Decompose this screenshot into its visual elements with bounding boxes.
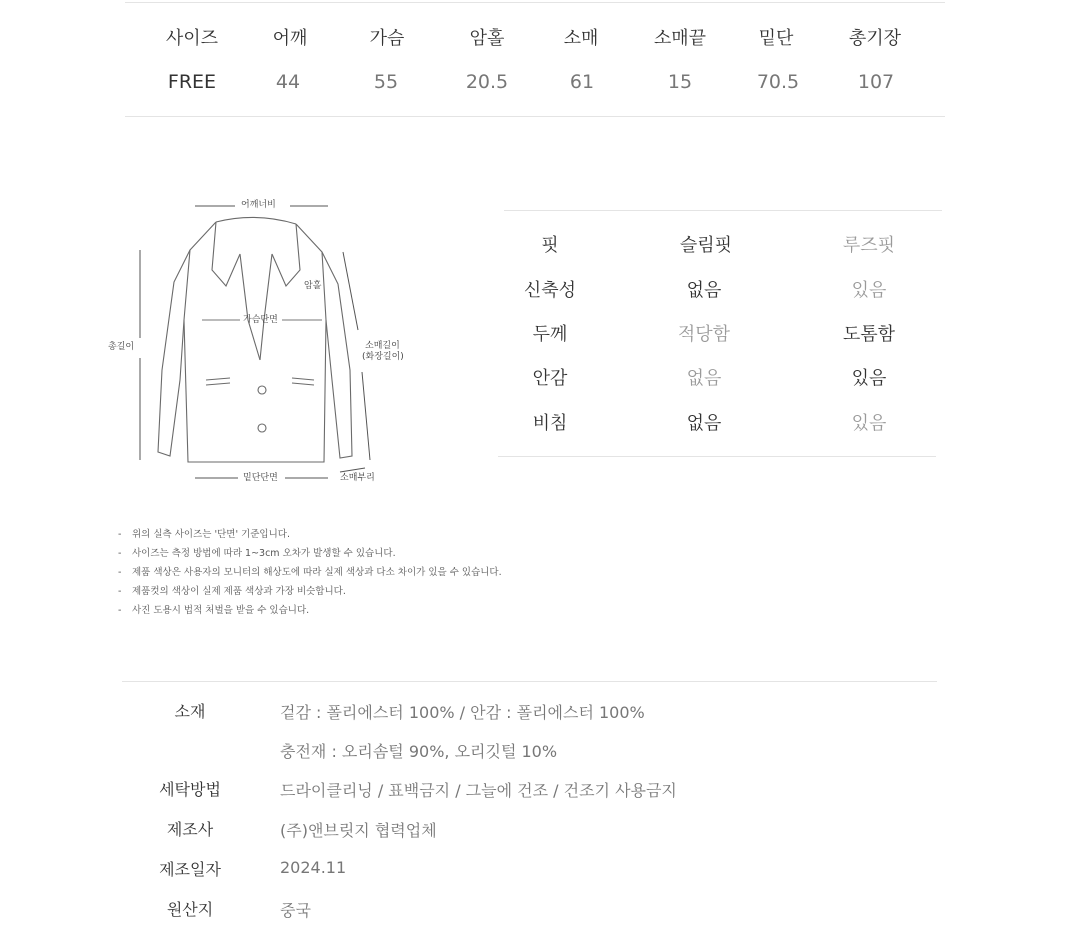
lining-option-none: 없음 bbox=[686, 368, 722, 389]
diagram-label-hem: 밑단단면 bbox=[243, 473, 278, 483]
info-label-manufacture-date: 제조일자 bbox=[159, 860, 221, 879]
fit-option-loose: 루즈핏 bbox=[842, 235, 896, 256]
size-value-sleeve: 61 bbox=[569, 71, 595, 93]
fit-table-bottom-divider bbox=[498, 456, 936, 457]
diagram-label-total-length: 총길이 bbox=[108, 342, 135, 352]
size-table-bottom-divider bbox=[125, 116, 945, 117]
info-label-origin: 원산지 bbox=[166, 900, 214, 919]
size-table-top-divider bbox=[125, 2, 945, 3]
size-value-hem: 70.5 bbox=[756, 71, 800, 93]
diagram-label-shoulder-width: 어깨너비 bbox=[241, 200, 276, 210]
sheerness-option-yes: 있음 bbox=[851, 413, 887, 434]
info-value-manufacture-date: 2024.11 bbox=[280, 858, 347, 877]
info-value-origin: 중국 bbox=[280, 901, 311, 920]
fit-label-thickness: 두께 bbox=[532, 324, 568, 345]
fit-label-stretch: 신축성 bbox=[523, 280, 577, 301]
info-value-material: 겉감 : 폴리에스터 100% / 안감 : 폴리에스터 100% bbox=[280, 703, 645, 722]
info-value-filling: 충전재 : 오리솜털 90%, 오리깃털 10% bbox=[280, 742, 558, 761]
size-value-size: FREE bbox=[167, 71, 217, 93]
info-value-washing: 드라이클리닝 / 표백금지 / 그늘에 건조 / 건조기 사용금지 bbox=[280, 781, 677, 800]
stretch-option-yes: 있음 bbox=[851, 280, 887, 301]
note-item: - 위의 실측 사이즈는 '단면' 기준입니다. bbox=[118, 529, 290, 540]
size-header-hem: 밑단 bbox=[758, 28, 794, 49]
note-item: - 사진 도용시 법적 처벌을 받을 수 있습니다. bbox=[118, 605, 310, 616]
size-header-total-length: 총기장 bbox=[848, 28, 902, 49]
thickness-option-thick: 도톰함 bbox=[842, 324, 896, 345]
size-header-chest: 가슴 bbox=[369, 28, 405, 49]
size-header-armhole: 암홀 bbox=[469, 28, 505, 49]
fit-label-fit: 핏 bbox=[541, 235, 559, 256]
size-header-sleeve: 소매 bbox=[563, 28, 599, 49]
fit-option-slim: 슬림핏 bbox=[679, 235, 733, 256]
size-header-size: 사이즈 bbox=[165, 28, 219, 49]
info-table-top-divider bbox=[122, 681, 937, 682]
size-header-cuff: 소매끝 bbox=[653, 28, 707, 49]
diagram-label-chest: 가슴단면 bbox=[243, 315, 278, 325]
diagram-label-sleeve-length: 소매길이 bbox=[365, 341, 400, 351]
fit-label-sheerness: 비침 bbox=[532, 413, 568, 434]
note-item: - 사이즈는 측정 방법에 따라 1~3cm 오차가 발생할 수 있습니다. bbox=[118, 548, 396, 559]
size-value-chest: 55 bbox=[373, 71, 399, 93]
fit-table-top-divider bbox=[504, 210, 942, 211]
size-value-armhole: 20.5 bbox=[465, 71, 509, 93]
info-label-washing: 세탁방법 bbox=[159, 780, 221, 799]
stretch-option-none: 없음 bbox=[686, 280, 722, 301]
sheerness-option-none: 없음 bbox=[686, 413, 722, 434]
info-label-material: 소재 bbox=[174, 702, 206, 721]
note-item: - 제품컷의 색상이 실제 제품 색상과 가장 비슷합니다. bbox=[118, 586, 346, 597]
thickness-option-medium: 적당함 bbox=[677, 324, 731, 345]
size-value-cuff: 15 bbox=[667, 71, 693, 93]
diagram-label-armhole: 암홀 bbox=[304, 281, 322, 291]
lining-option-yes: 있음 bbox=[851, 368, 887, 389]
diagram-label-cuff: 소매부리 bbox=[340, 473, 375, 483]
diagram-label-sleeve-length-sub: (화장길이) bbox=[362, 352, 404, 362]
note-item: - 제품 색상은 사용자의 모니터의 해상도에 따라 실제 색상과 다소 차이가 있을 수 있습니다. bbox=[118, 567, 502, 578]
info-label-manufacturer: 제조사 bbox=[166, 820, 214, 839]
info-value-manufacturer: (주)앤브릿지 협력업체 bbox=[280, 821, 437, 840]
size-header-shoulder: 어깨 bbox=[272, 28, 308, 49]
size-value-total-length: 107 bbox=[857, 71, 895, 93]
fit-label-lining: 안감 bbox=[532, 368, 568, 389]
size-value-shoulder: 44 bbox=[275, 71, 301, 93]
